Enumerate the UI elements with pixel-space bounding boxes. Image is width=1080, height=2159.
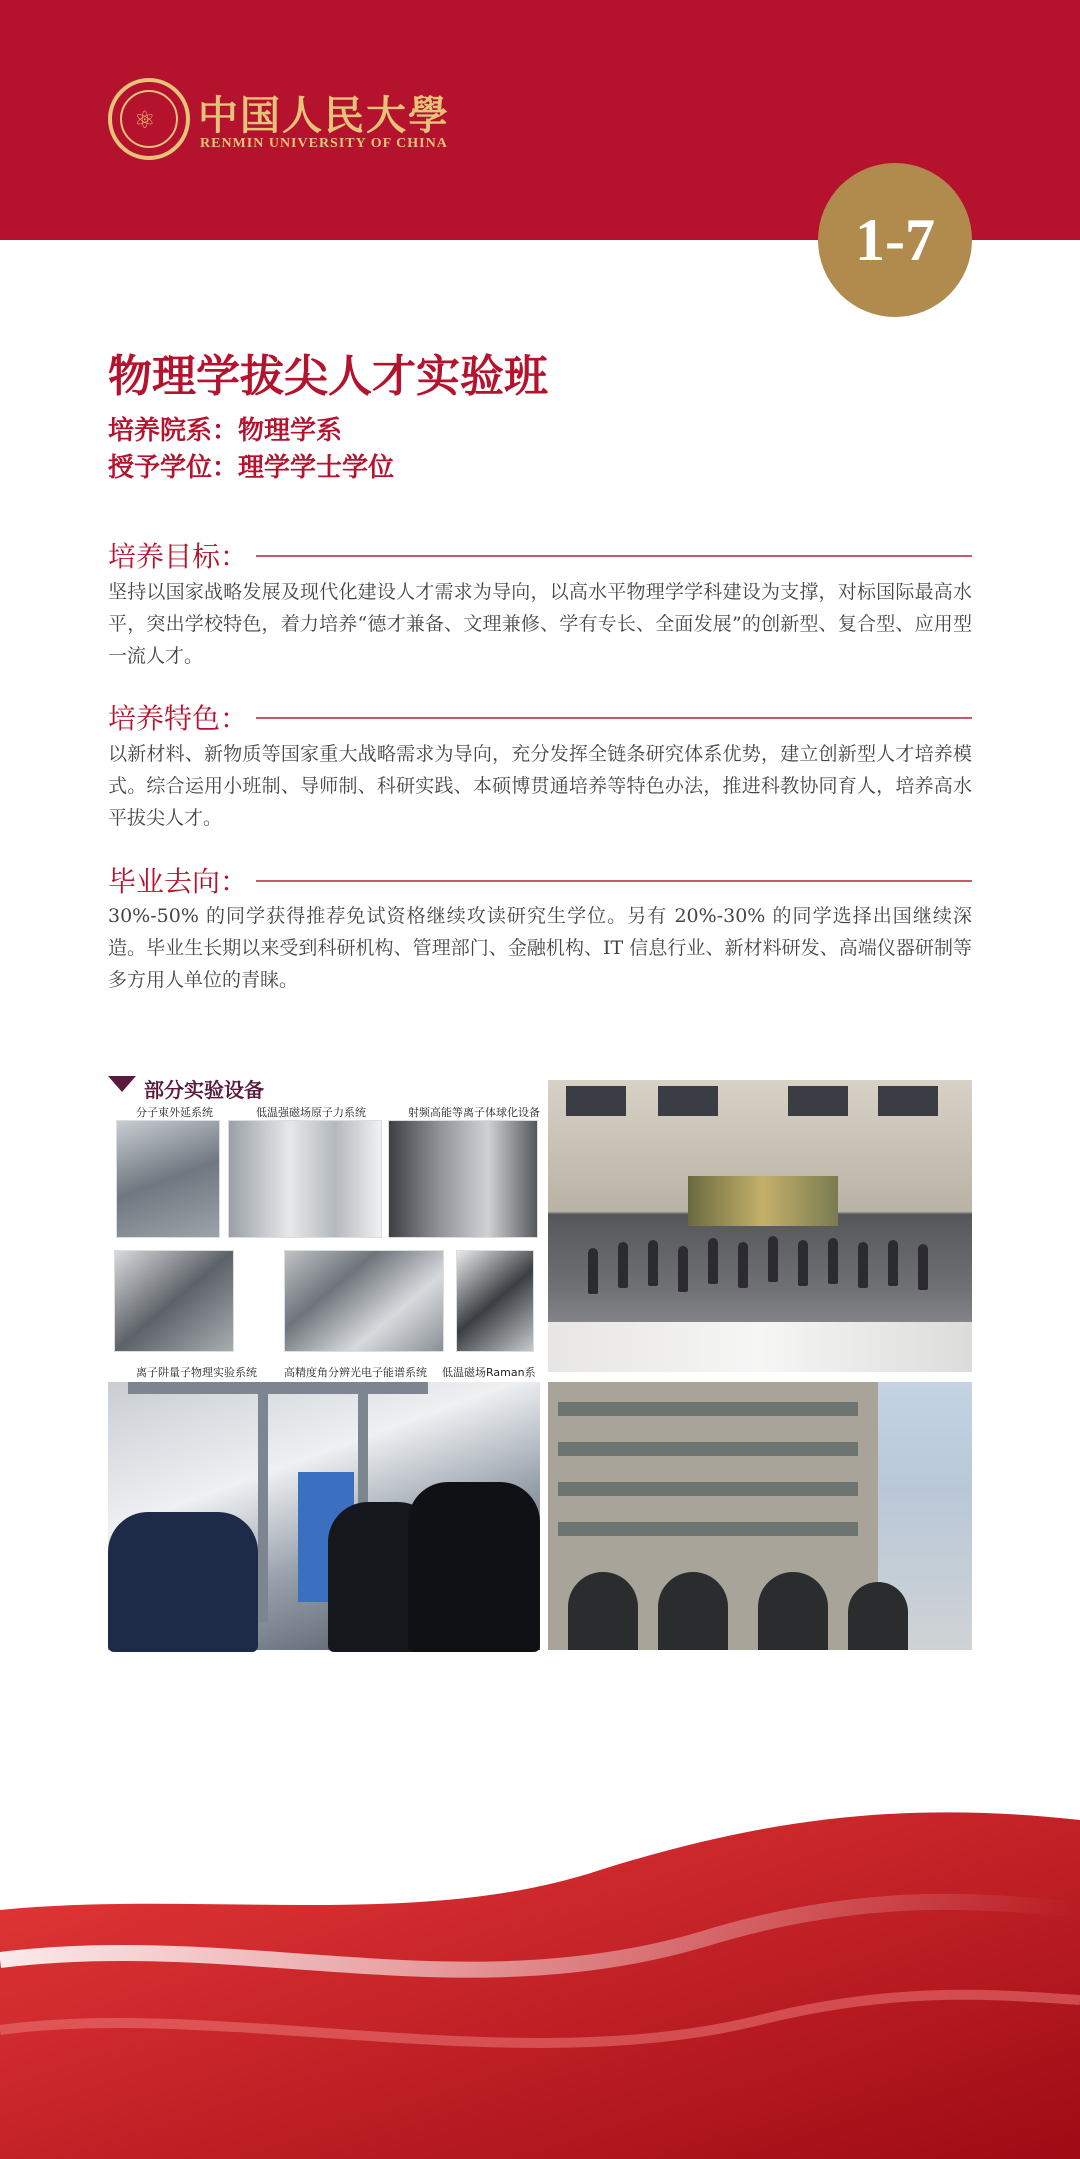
- program-number-badge: 1-7: [818, 163, 972, 317]
- equipment-title: 部分实验设备: [144, 1078, 264, 1102]
- section-heading-career: [108, 860, 972, 900]
- section-heading-label: 毕业去向：: [108, 860, 258, 900]
- equipment-caption: 高精度角分辨光电子能谱系统: [284, 1366, 427, 1379]
- section-heading-features: [108, 697, 972, 737]
- equipment-caption: 低温强磁场原子力系统: [256, 1106, 366, 1119]
- lab-photo-image: [108, 1382, 540, 1650]
- section-divider: [256, 880, 972, 882]
- equipment-caption: 射频高能等离子体球化设备: [408, 1106, 540, 1119]
- equipment-photo: [284, 1250, 444, 1352]
- section-divider: [256, 717, 972, 719]
- equipment-caption: 低温磁场Raman系: [442, 1366, 536, 1379]
- section-divider: [256, 555, 972, 557]
- department-line: 培养院系：物理学系: [108, 416, 343, 446]
- building-photo-image: [548, 1382, 972, 1650]
- equipment-photo: [114, 1250, 234, 1352]
- equipment-caption: 离子阱量子物理实验系统: [136, 1366, 257, 1379]
- degree-line: 授予学位：理学学士学位: [108, 453, 395, 483]
- triangle-marker-icon: [108, 1076, 136, 1092]
- equipment-photo: [228, 1120, 382, 1238]
- equipment-collage-image: [108, 1074, 540, 1380]
- university-name-en: RENMIN UNIVERSITY OF CHINA: [200, 136, 448, 151]
- equipment-photo: [116, 1120, 220, 1238]
- section-heading-label: 培养特色：: [108, 697, 258, 737]
- section-text-career: 30%-50% 的同学获得推荐免试资格继续攻读研究生学位。另有 20%-30% 的同学选择出国继续深造。毕业生长期以来受到科研机构、管理部门、金融机构、IT 信息行业、新材料研发、高端仪器研制等多方用人单位的青睐。: [108, 905, 972, 991]
- program-title: 物理学拔尖人才实验班: [108, 351, 548, 402]
- decorative-wave: [0, 1780, 1080, 2159]
- section-heading-goal: [108, 535, 972, 575]
- section-heading-label: 培养目标：: [108, 535, 258, 575]
- section-text-goal: 坚持以国家战略发展及现代化建设人才需求为导向，以高水平物理学学科建设为支撑，对标国际最高水平，突出学校特色，着力培养“德才兼备、文理兼修、学有专长、全面发展”的创新型、复合型、应用型一流人才。: [108, 581, 972, 667]
- university-name-cn: 中国人民大學: [198, 92, 450, 139]
- equipment-photo: [388, 1120, 538, 1238]
- university-seal-logo: ⚛: [108, 78, 190, 160]
- group-photo-image: [548, 1080, 972, 1372]
- equipment-caption: 分子束外延系统: [136, 1106, 213, 1119]
- equipment-photo: [456, 1250, 534, 1352]
- section-text-features: 以新材料、新物质等国家重大战略需求为导向，充分发挥全链条研究体系优势，建立创新型人才培养模式。综合运用小班制、导师制、科研实践、本硕博贯通培养等特色办法，推进科教协同育人，培养高水平拔尖人才。: [108, 743, 972, 829]
